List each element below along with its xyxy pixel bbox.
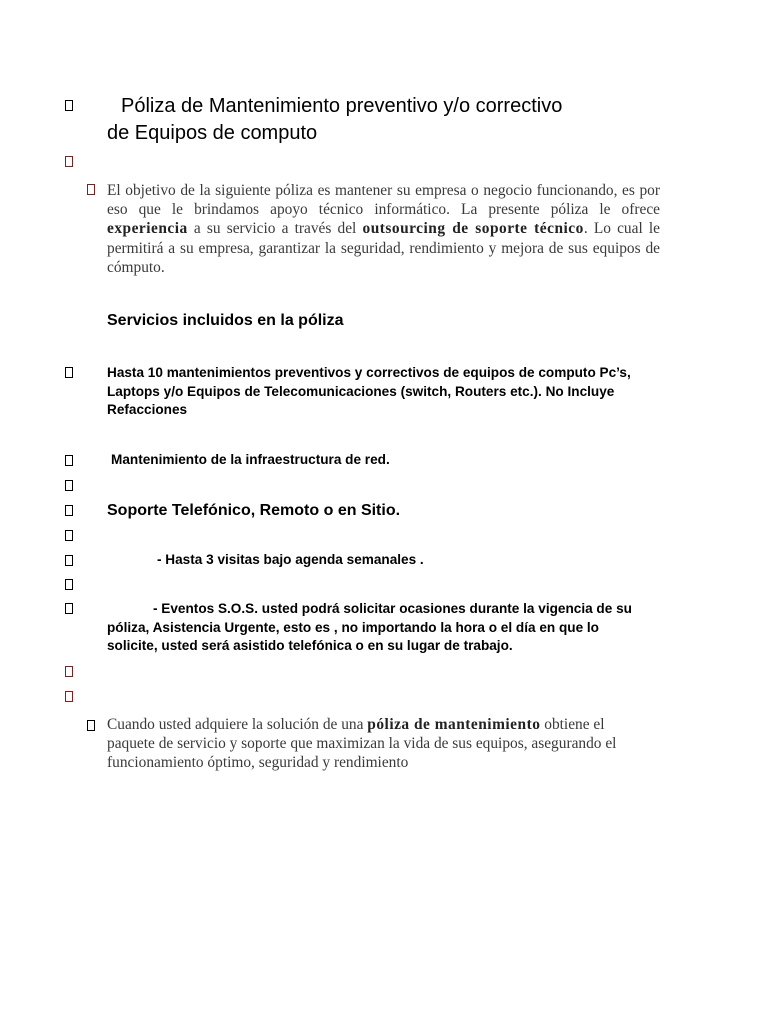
intro-text-3: . Lo cual le permitirá a su empresa, garantizar la seguridad, rendimiento y mejora de sus equipos de cómputo.: [107, 220, 660, 276]
closing-text-2: obtiene el paquete de servicio y soporte que maximizan la vida de sus equipos, asegurando el funcionamiento óptimo, seguridad y rendimiento: [107, 716, 617, 772]
title-line-1: Póliza de Mantenimiento preventivo y/o correctivo: [121, 95, 563, 117]
closing-bold-poliza: póliza de mantenimiento: [367, 716, 541, 733]
intro-bold-outsourcing: outsourcing de soporte técnico: [362, 220, 584, 238]
bullet-box-icon: [65, 666, 73, 677]
bullet-box-icon: [65, 603, 73, 614]
intro-paragraph: [107, 181, 660, 277]
bullet-box-icon: [65, 530, 73, 541]
intro-text-1: El objetivo de la siguiente póliza es mantener su empresa o negocio funcionando, es por eso que le brindamos apoyo técnico informático. La presente póliza le ofrece: [107, 182, 660, 219]
intro-bold-experiencia: experiencia: [107, 220, 188, 238]
page-title: [107, 93, 707, 147]
bullet-box-icon: [87, 184, 95, 195]
bullet-box-icon: [65, 691, 73, 702]
service-item-maintenance: Hasta 10 mantenimientos preventivos y correctivos de equipos de computo Pc’s, Laptops y/o Equipos de Telecomunicaciones (switch, Routers etc.). No Incluye Refacciones: [107, 365, 631, 417]
service-item-visits: - Hasta 3 visitas bajo agenda semanales .: [157, 552, 424, 567]
intro-text-2: a su servicio a través del: [187, 220, 363, 238]
bullet-box-icon: [65, 100, 73, 111]
service-item-network: Mantenimiento de la infraestructura de red.: [111, 452, 390, 467]
bullet-box-icon: [65, 505, 73, 516]
bullet-box-icon: [65, 480, 73, 491]
service-item-support: Soporte Telefónico, Remoto o en Sitio.: [107, 502, 401, 519]
service-item-sos: - Eventos S.O.S. usted podrá solicitar ocasiones durante la vigencia de su póliza, Asistencia Urgente, esto es , no importando la hora o el día en que lo solicite, usted será asistido telefónica o en su lugar de trabajo.: [107, 601, 632, 653]
services-heading: Servicios incluidos en la póliza: [107, 312, 344, 329]
bullet-box-icon: [65, 367, 73, 378]
bullet-box-icon: [65, 455, 73, 466]
bullet-box-icon: [65, 579, 73, 590]
title-line-2: de Equipos de computo: [107, 122, 318, 144]
closing-text-1: Cuando usted adquiere la solución de una: [107, 716, 368, 733]
bullet-box-icon: [87, 720, 95, 731]
bullet-box-icon: [65, 156, 73, 167]
bullet-box-icon: [65, 555, 73, 566]
closing-paragraph: [107, 715, 637, 773]
